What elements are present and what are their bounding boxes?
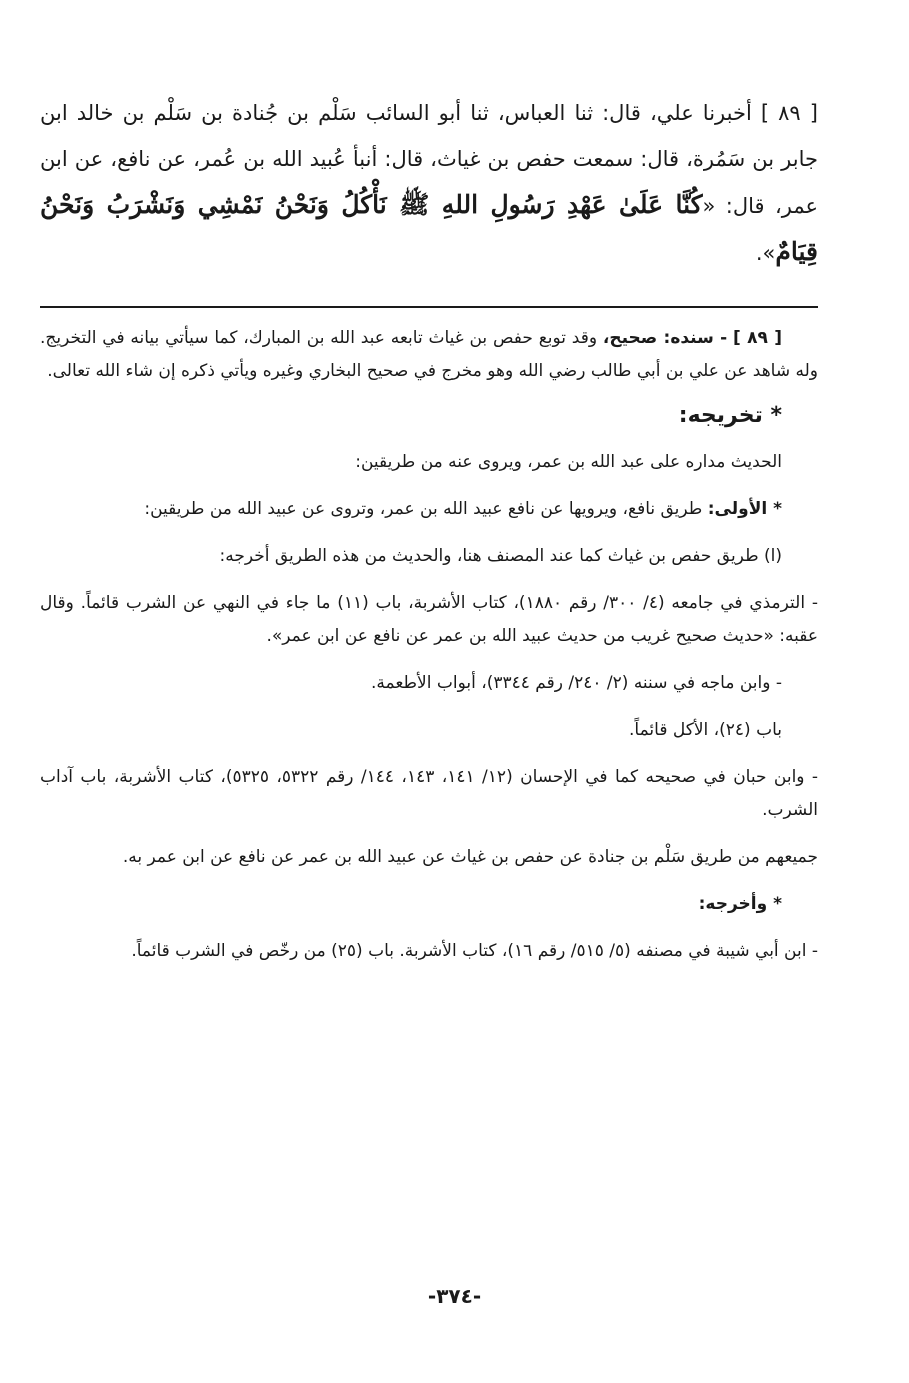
tirmidhi-reference: - الترمذي في جامعه (٤/ ٣٠٠/ رقم ١٨٨٠)، كتاب الأشربة، باب (١١) ما جاء في النهي عن الشرب قائماً. وقال عقبه: «حديث صحيح غريب من حديث عبيد الله بن عمر عن نافع عن ابن عمر». [40, 593, 818, 646]
also-narrated-label: * وأخرجه: [698, 894, 782, 914]
first-route-text: طريق نافع، ويرويها عن نافع عبيد الله بن عمر، وتروى عن عبيد الله من طريقين: [144, 499, 703, 519]
ibn-majah-chapter: باب (٢٤)، الأكل قائماً. [629, 720, 782, 740]
footnotes [40, 322, 818, 968]
footnote-divider [40, 306, 818, 308]
hadith-matn: كُنَّا عَلَىٰ عَهْدِ رَسُولِ اللهِ ﷺ نَأْكُلُ وَنَحْنُ نَمْشِي وَنَشْرَبُ وَنَحْنُ قِيَامٌ [40, 190, 818, 266]
grading-note [40, 322, 818, 388]
ibn-hibban-reference: - وابن حبان في صحيحه كما في الإحسان (١٢/ ١٤١، ١٤٣، ١٤٤/ رقم ٥٣٢٢، ٥٣٢٥)، كتاب الأشربة، باب آداب الشرب. [40, 767, 819, 820]
hadith-number: [ ٨٩ ] [760, 101, 818, 125]
hadith-isnad: أخبرنا علي، قال: ثنا العباس، ثنا أبو السائب سَلْم بن جُنادة بن سَلْم بن خالد ابن جابر بن سَمُرة، قال: سمعت حفص بن غياث، قال: أنبأ عُبيد الله بن عُمر، عن نافع، عن ابن عمر، قال: « [40, 101, 818, 218]
hadith-closing: ». [755, 241, 776, 265]
takhrij-intro: الحديث مداره على عبد الله بن عمر، ويروى عنه من طريقين: [355, 452, 782, 472]
grading-text: وقد توبع حفص بن غياث تابعه عبد الله بن المبارك، كما سيأتي بيانه في التخريج. وله شاهد عن علي بن أبي طالب رضي الله وهو مخرج في صحيح البخاري وغيره ويأتي ذكره إن شاء الله تعالى. [40, 328, 818, 381]
common-chain-note: جميعهم من طريق سَلْم بن جنادة عن حفص بن غياث عن عبيد الله بن عمر عن نافع عن ابن عمر به. [122, 847, 818, 867]
hadith-text [40, 90, 818, 276]
page-number: -٣٧٤- [427, 1284, 482, 1308]
first-route [40, 493, 818, 526]
grading-number: [ ٨٩ ] [733, 328, 782, 348]
ibn-majah-reference: - وابن ماجه في سننه (٢/ ٢٤٠/ رقم ٣٣٤٤)، أبواب الأطعمة. [370, 673, 782, 693]
ibn-abi-shaybah-reference: - ابن أبي شيبة في مصنفه (٥/ ٥١٥/ رقم ١٦)، كتاب الأشربة. باب (٢٥) من رخّص في الشرب قائماً. [131, 941, 818, 961]
grading-label: - سنده: صحيح، [602, 328, 728, 348]
sub-route-a: (ا) طريق حفص بن غياث كما عند المصنف هنا، والحديث من هذه الطريق أخرجه: [219, 546, 782, 566]
takhrij-heading: * تخريجه: [678, 403, 782, 428]
first-route-label: * الأولى: [707, 499, 782, 519]
page-body [40, 90, 818, 968]
